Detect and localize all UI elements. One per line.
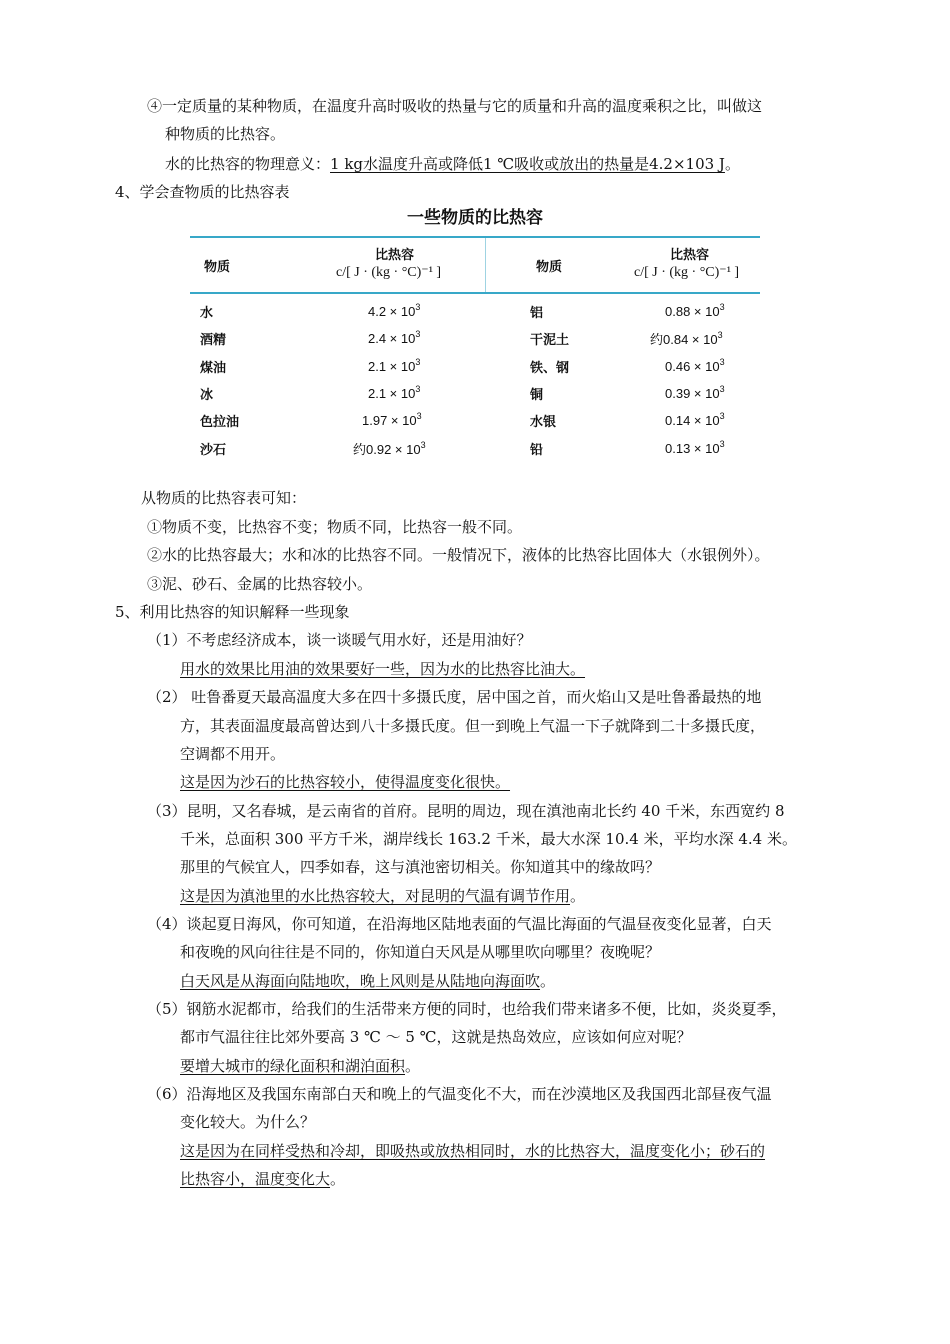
specific-heat-table <box>190 236 760 462</box>
q1-answer: 用水的效果比用油的效果要好一些，因为水的比热容比油大。 <box>180 660 586 678</box>
conclusion-3: ③泥、砂石、金属的比热容较小。 <box>147 575 373 593</box>
material-name: 铅 <box>530 443 544 458</box>
section4-heading: 4、学会查物质的比热容表 <box>115 183 290 201</box>
q2-answer: 这是因为沙石的比热容较小，使得温度变化很快。 <box>180 773 511 791</box>
material-name: 沙石 <box>200 443 227 458</box>
header-unit-left: c/[ J · (kg · °C)⁻¹ ] <box>336 265 442 280</box>
heat-value: $0.88 \times 10^3$ <box>665 302 725 319</box>
definition-line-1: ④一定质量的某种物质，在温度升高时吸收的热量与它的质量和升高的温度乘积之比，叫做这 <box>147 97 763 115</box>
heat-value: $0.14 \times 10^3$ <box>665 411 725 428</box>
definition-line-2: 种物质的比热容。 <box>165 125 286 143</box>
q5-answer: 要增大城市的绿化面积和湖泊面积 <box>180 1057 406 1075</box>
material-name: 水银 <box>530 415 557 430</box>
material-name: 铝 <box>530 306 544 321</box>
q4-line-2: 和夜晚的风向往往是不同的，你知道白天风是从哪里吹向哪里？夜晚呢？ <box>180 943 661 961</box>
water-meaning <box>165 154 740 174</box>
material-name: 铜 <box>530 388 544 403</box>
heat-value: $0.39 \times 10^3$ <box>665 384 725 401</box>
header-material-left: 物质 <box>204 260 231 275</box>
heat-value: $1.97 \times 10^3$ <box>362 411 422 428</box>
header-heat-left: 比热容 <box>375 248 415 263</box>
q2-line-1: （2） 吐鲁番夏天最高温度大多在四十多摄氏度，居中国之首，而火焰山又是吐鲁番最热的地 <box>147 688 762 706</box>
header-heat-right: 比热容 <box>670 248 710 263</box>
water-meaning-label: 水的比热容的物理意义： <box>165 155 331 173</box>
heat-value: $2.1 \times 10^3$ <box>368 384 421 401</box>
water-meaning-answer: 1 kg水温度升高或降低1 ℃吸收或放出的热量是4.2×103 J <box>330 155 725 173</box>
material-name: 冰 <box>200 388 214 403</box>
header-material-right: 物质 <box>536 260 563 275</box>
q6-answer: 比热容小，温度变化大 <box>180 1170 331 1188</box>
q3-answer: 这是因为滇池里的水比热容较大，对昆明的气温有调节作用 <box>180 887 571 905</box>
heat-value: $4.2 \times 10^3$ <box>368 302 421 319</box>
q6-answer-line-2: 比热容小，温度变化大。 <box>180 1170 346 1188</box>
q3-line-1: （3）昆明，又名春城，是云南省的首府。昆明的周边，现在滇池南北长约 40 千米，东西宽约 8 <box>147 802 785 820</box>
q2-line-3: 空调都不用开。 <box>180 745 286 763</box>
q3-line-3: 那里的气候宜人，四季如春，这与滇池密切相关。你知道其中的缘故吗？ <box>180 858 661 876</box>
heat-value: 约$0.92 \times 10^3$ <box>353 440 426 457</box>
q5-line-2: 都市气温往往比郊外要高 3 ℃ ～ 5 ℃，这就是热岛效应，应该如何应对呢？ <box>180 1028 692 1046</box>
q2-line-2: 方，其表面温度最高曾达到八十多摄氏度。但一到晚上气温一下子就降到二十多摄氏度， <box>180 717 766 735</box>
water-meaning-end: 。 <box>724 155 740 173</box>
table-header-divider <box>485 238 486 292</box>
q1-line-1: （1）不考虑经济成本，谈一谈暖气用水好，还是用油好？ <box>147 631 532 649</box>
q3-line-2: 千米，总面积 300 平方千米，湖岸线长 163.2 千米，最大水深 10.4 米，平均水深 4.4 米。 <box>180 830 797 848</box>
q5-line-1: （5）钢筋水泥都市，给我们的生活带来方便的同时，也给我们带来诸多不便，比如，炎炎夏季， <box>147 1000 787 1018</box>
q6-line-2: 变化较大。为什么？ <box>180 1113 316 1131</box>
header-unit-right: c/[ J · (kg · °C)⁻¹ ] <box>634 265 740 280</box>
section5-heading: 5、利用比热容的知识解释一些现象 <box>115 603 350 621</box>
heat-value: $0.46 \times 10^3$ <box>665 357 725 374</box>
q4-line-1: （4）谈起夏日海风，你可知道，在沿海地区陆地表面的气温比海面的气温昼夜变化显著，白天 <box>147 915 772 933</box>
conclusion-2: ②水的比热容最大；水和冰的比热容不同。一般情况下，液体的比热容比固体大（水银例外）。 <box>147 546 770 564</box>
material-name: 色拉油 <box>200 415 240 430</box>
conclusion-1: ①物质不变，比热容不变；物质不同，比热容一般不同。 <box>147 518 523 536</box>
q6-line-1: （6）沿海地区及我国东南部白天和晚上的气温变化不大，而在沙漠地区及我国西北部昼夜气温 <box>147 1085 772 1103</box>
material-name: 水 <box>200 306 214 321</box>
table-title: 一些物质的比热容 <box>407 208 543 228</box>
q4-answer: 白天风是从海面向陆地吹，晚上风则是从陆地向海面吹 <box>180 972 541 990</box>
conclusion-intro: 从物质的比热容表可知： <box>141 489 307 507</box>
table-header-rule <box>190 292 760 294</box>
heat-value: 约$0.84 \times 10^3$ <box>650 330 723 347</box>
table-top-rule <box>190 236 760 238</box>
q3-answer-line: 这是因为滇池里的水比热容较大，对昆明的气温有调节作用。 <box>180 887 586 905</box>
heat-value: $0.13 \times 10^3$ <box>665 439 725 456</box>
q4-answer-line: 白天风是从海面向陆地吹，晚上风则是从陆地向海面吹。 <box>180 972 556 990</box>
q5-answer-line: 要增大城市的绿化面积和湖泊面积。 <box>180 1057 421 1075</box>
material-name: 铁、钢 <box>530 361 570 376</box>
q6-answer-line-1: 这是因为在同样受热和冷却，即吸热或放热相同时，水的比热容大，温度变化小；砂石的 <box>180 1142 766 1160</box>
material-name: 干泥土 <box>530 333 570 348</box>
material-name: 煤油 <box>200 361 227 376</box>
heat-value: $2.4 \times 10^3$ <box>368 329 421 346</box>
material-name: 酒精 <box>200 333 227 348</box>
heat-value: $2.1 \times 10^3$ <box>368 357 421 374</box>
